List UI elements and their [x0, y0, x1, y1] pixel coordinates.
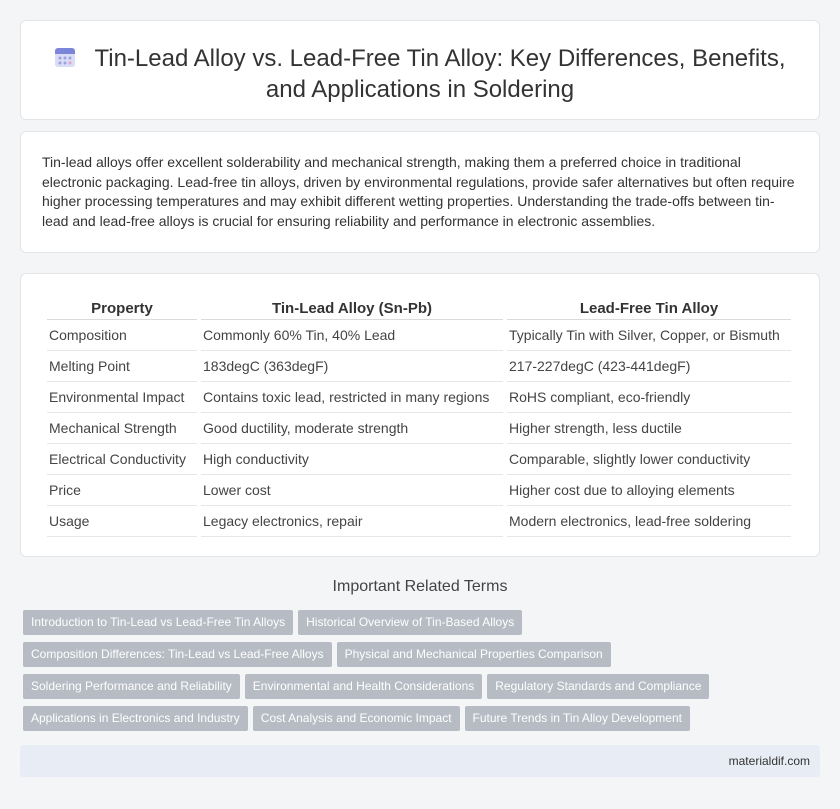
related-term-tag[interactable]: Historical Overview of Tin-Based Alloys — [298, 610, 522, 635]
table-cell: Contains toxic lead, restricted in many regions — [201, 382, 503, 413]
tag-row — [23, 642, 723, 674]
table-row — [47, 382, 791, 413]
header-card — [20, 20, 820, 120]
footer — [20, 745, 820, 777]
related-term-tag[interactable]: Soldering Performance and Reliability — [23, 674, 240, 699]
table-cell: Typically Tin with Silver, Copper, or Bismuth — [507, 320, 791, 351]
column-header: Property — [47, 298, 197, 320]
calendar-icon — [54, 45, 76, 67]
comparison-table — [43, 298, 795, 537]
table-cell: Commonly 60% Tin, 40% Lead — [201, 320, 503, 351]
table-row — [47, 351, 791, 382]
table-cell: Legacy electronics, repair — [201, 506, 503, 537]
table-cell: Mechanical Strength — [47, 413, 197, 444]
table-cell: Comparable, slightly lower conductivity — [507, 444, 791, 475]
column-header: Tin-Lead Alloy (Sn-Pb) — [201, 298, 503, 320]
intro-card — [20, 131, 820, 253]
table-cell: 217-227degC (423-441degF) — [507, 351, 791, 382]
table-cell: Composition — [47, 320, 197, 351]
related-term-tag[interactable]: Future Trends in Tin Alloy Development — [465, 706, 690, 731]
comparison-card — [20, 273, 820, 557]
table-row — [47, 413, 791, 444]
table-cell: Melting Point — [47, 351, 197, 382]
related-term-tag[interactable]: Regulatory Standards and Compliance — [487, 674, 709, 699]
page-title-text: Tin-Lead Alloy vs. Lead-Free Tin Alloy: Key Differences, Benefits, and Applications in Soldering — [94, 45, 786, 103]
table-header-row — [47, 298, 791, 320]
related-term-tag[interactable]: Environmental and Health Considerations — [245, 674, 482, 699]
footer-site[interactable]: materialdif.com — [728, 754, 810, 768]
tag-row — [23, 674, 723, 706]
table-cell: Higher cost due to alloying elements — [507, 475, 791, 506]
related-term-tag[interactable]: Composition Differences: Tin-Lead vs Lead-Free Alloys — [23, 642, 332, 667]
table-cell: Price — [47, 475, 197, 506]
related-term-tag[interactable]: Cost Analysis and Economic Impact — [253, 706, 460, 731]
table-cell: Usage — [47, 506, 197, 537]
table-cell: Environmental Impact — [47, 382, 197, 413]
table-cell: Electrical Conductivity — [47, 444, 197, 475]
table-cell: Good ductility, moderate strength — [201, 413, 503, 444]
table-row — [47, 506, 791, 537]
table-cell: Lower cost — [201, 475, 503, 506]
intro-text: Tin-lead alloys offer excellent solderability and mechanical strength, making them a preferred choice in traditional electronic packaging. Lead-free tin alloys, driven by environmental regulations, provide safer alternatives but often require higher processing temperatures and may exhibit different wetting properties. Understanding the trade-offs between tin-lead and lead-free alloys is crucial for ensuring reliability and performance in electronic assemblies. — [42, 154, 795, 229]
table-cell: Higher strength, less ductile — [507, 413, 791, 444]
related-terms-title: Important Related Terms — [332, 578, 508, 595]
table-cell: 183degC (363degF) — [201, 351, 503, 382]
related-term-tag[interactable]: Physical and Mechanical Properties Comparison — [337, 642, 611, 667]
related-terms-list — [23, 610, 723, 738]
tag-row — [23, 610, 723, 642]
table-cell: High conductivity — [201, 444, 503, 475]
related-term-tag[interactable]: Introduction to Tin-Lead vs Lead-Free Tin Alloys — [23, 610, 293, 635]
table-cell: RoHS compliant, eco-friendly — [507, 382, 791, 413]
table-row — [47, 444, 791, 475]
column-header: Lead-Free Tin Alloy — [507, 298, 791, 320]
related-term-tag[interactable]: Applications in Electronics and Industry — [23, 706, 248, 731]
table-row — [47, 475, 791, 506]
table-cell: Modern electronics, lead-free soldering — [507, 506, 791, 537]
table-row — [47, 320, 791, 351]
page-title — [21, 43, 819, 105]
tag-row — [23, 706, 723, 738]
